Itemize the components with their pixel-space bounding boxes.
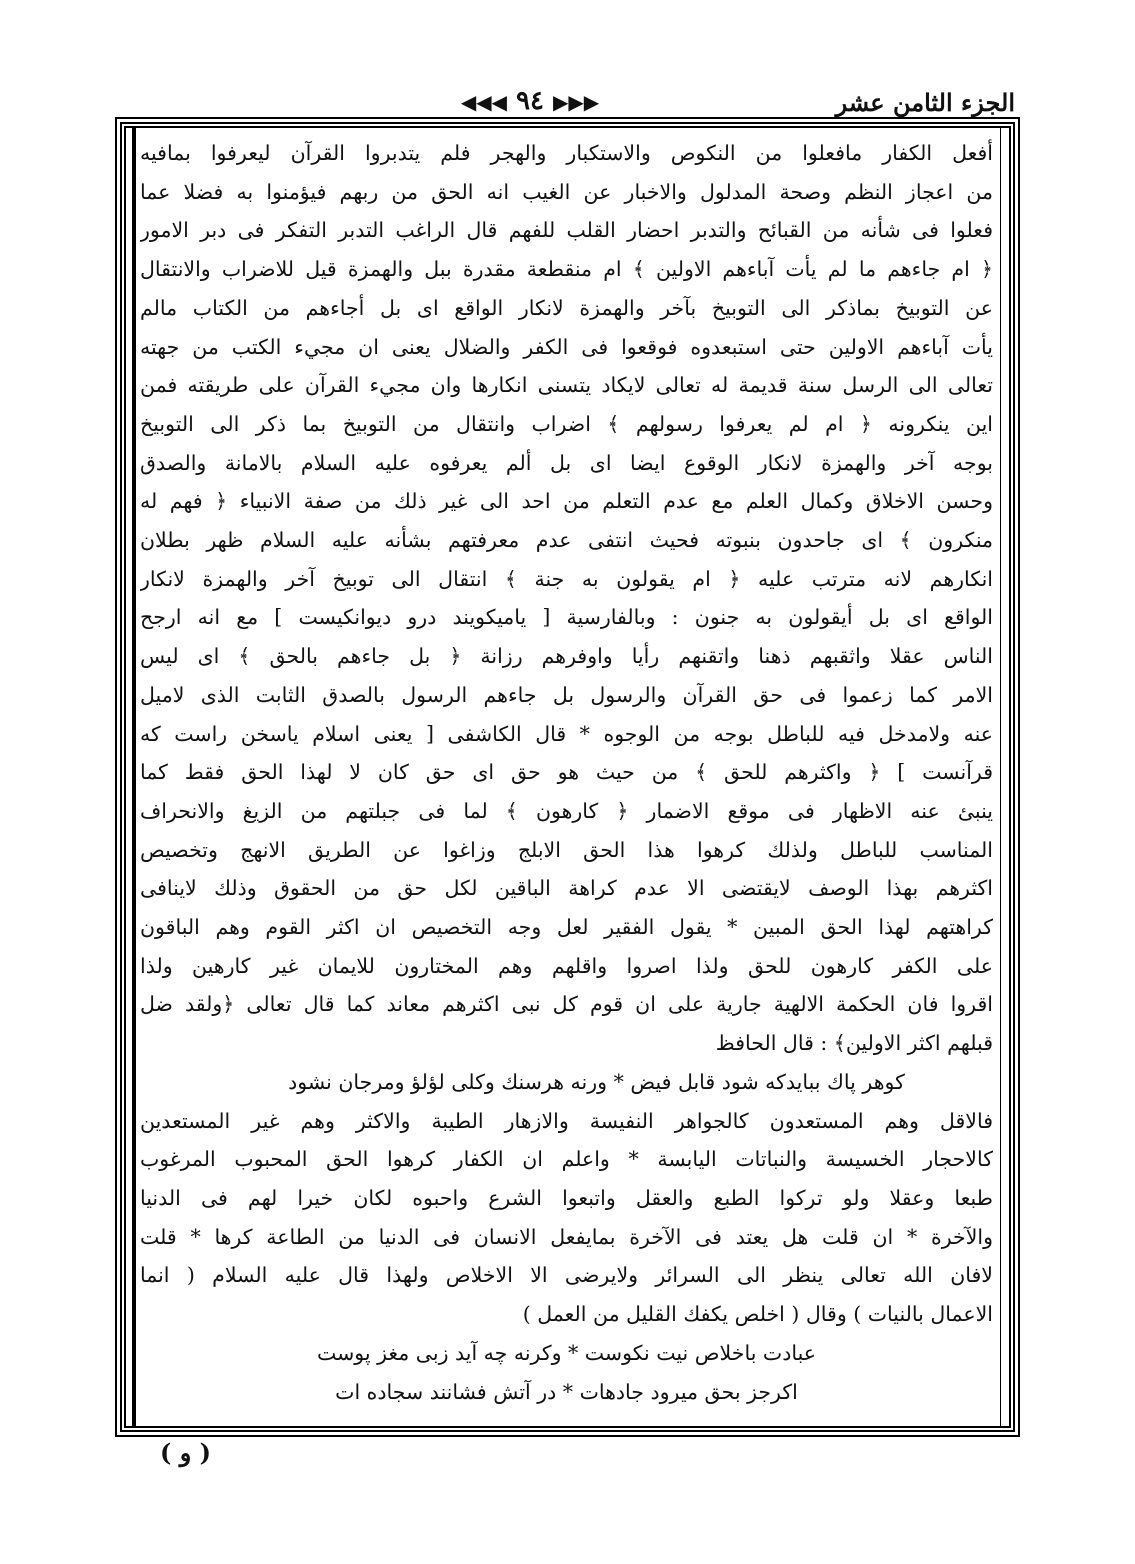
text-line: يأت آباءهم الاولين حتى استبعدوه فوقعوا فى الكفر والضلال يعنى ان مجيء الكتب من جهته [140,334,993,359]
text-line: المناسب للباطل ولذلك كرهوا هذا الحق الابلج وزاغوا عن الطريق الانهج وتخصيص [140,837,993,862]
signature-mark: ( و ) [160,1438,212,1467]
ornament-left: ◀◀◀ [460,90,507,114]
text-line: منكرون ﴾ اى جاحدون بنبوته فحيث انتفى عدم معرفتهم بشأنه عليه السلام ظهر بطلان [140,528,993,553]
text-line: على الكفر كارهون للحق ولذا اصروا واقلهم وهم المختارون للايمان غير كارهين ولذا [140,953,993,978]
text-line: اين ينكرونه ﴿ ام لم يعرفوا رسولهم ﴾ اضراب وانتقال من التوبيخ بما ذكر الى التوبيخ [140,411,993,436]
text-line: الواقع اى بل أيقولون به جنون : وبالفارسية [ ياميكويند درو ديوانكيست ] مع انه ارجح [140,605,993,630]
frame-rule-left [132,128,136,1426]
text-line: والآخرة * ان قلت هل يعتد فى الآخرة بمايفعل الانسان فى الدنيا من الطاعة كرها * قلت [140,1224,993,1249]
text-line: من اعجاز النظم وصحة المدلول والاخبار عن الغيب انه الحق من ربهم فيؤمنوا به فضلا عما [140,179,993,204]
text-line: اكثرهم بهذا الوصف لايقتضى الا عدم كراهة الباقين لكل حق من الحقوق وذلك لاينافى [140,876,993,901]
page-number-block [420,86,640,116]
verse-line: اكرجز بحق ميرود جادهات * در آتش فشانند سجاده ات [335,1379,798,1404]
text-line: قبلهم اكثر الاولين﴾ : قال الحافظ [715,1031,993,1056]
text-line: اقروا فان الحكمة الالهية جارية على ان قوم كل نبى اكثرهم معاند كما قال تعالى ﴿ولقد ضل [140,992,993,1017]
text-line: قرآنست ] ﴿ واكثرهم للحق ﴾ من حيث هو حق اى حق كان لا لهذا الحق فقط كما [140,760,993,785]
text-line: كراهتهم لهذا الحق المبين * يقول الفقير لعل وجه التخصيص ان اكثر القوم وهم الباقون [140,915,993,940]
ornament-right: ▶▶▶ [553,90,600,114]
page-number: ٩٤ [516,86,544,116]
text-line: ينبئ عنه الاظهار فى موقع الاضمار ﴿ كارهون ﴾ لما فى جبلتهم من الزيغ والانحراف [140,798,993,823]
text-line: أفعل الكفار مافعلوا من النكوص والاستكبار والهجر فلم يتدبروا القرآن ليعرفوا بمافيه [140,141,993,165]
text-line: الامر كما زعموا فى حق القرآن والرسول بل جاءهم الرسول بالصدق الثابت الذى لاميل [140,682,993,707]
text-line: كالاحجار الخسيسة والنباتات اليابسة * واعلم ان الكفار كرهوا الحق المحبوب المرغوب [140,1147,993,1172]
text-line: الاعمال بالنيات ) وقال ( اخلص يكفك القليل من العمل ) [522,1302,993,1327]
part-title: الجزء الثامن عشر [835,88,1015,117]
text-line: انكارهم لانه مترتب عليه ﴿ ام يقولون به جنة ﴾ انتقال الى توبيخ آخر والهمزة لانكار [140,566,993,591]
text-line: عن التوبيخ بماذكر الى التوبيخ بآخر والهمزة لانكار الواقع اى بل أجاءهم من الكتاب مالم [140,295,993,320]
text-line: تعالى الى الرسل سنة قديمة له تعالى لايكاد يتسنى انكارها وان مجيء القرآن على طريقته فمن [140,373,993,398]
text-line: عنه ولامدخل فيه للباطل بوجه من الوجوه * قال الكاشفى [ يعنى اسلام ياسخن راست كه [140,721,993,746]
text-line: لافان الله تعالى ينظر الى السرائر ولايرضى الا الاخلاص ولهذا قال عليه السلام ( انما [140,1263,993,1288]
verse-line: كوهر پاك ببايدكه شود قابل فيض * ورنه هرسنك وكلى لؤلؤ ومرجان نشود [288,1069,905,1094]
text-line: ﴿ ام جاءهم ما لم يأت آباءهم الاولين ﴾ ام منقطعة مقدرة ببل والهمزة قيل للاضراب والانتقال [140,257,993,282]
verse-line: عبادت باخلاص نيت نكوست * وكرنه چه آيد زبى مغز پوست [316,1340,817,1365]
frame-rule-right [1000,128,1001,1426]
text-line: فالاقل وهم المستعدون كالجواهر النفيسة والازهار الطيبة والاكثر وهم غير المستعدين [140,1108,993,1133]
page-frame [120,122,1015,1432]
text-line: فعلوا فى شأنه من القبائح والتدبر احضار القلب للفهم قال الراغب التدبر التفكر فى دبر الامور [140,218,993,243]
text-line: بوجه آخر والهمزة لانكار الوقوع ايضا اى بل ألم يعرفوه عليه السلام بالامانة والصدق [140,450,993,475]
body-text [140,134,993,1416]
text-line: طبعا وعقلا ولو تركوا الطبع والعقل واتبعوا الشرع واحبوه لكان خيرا لهم فى الدنيا [140,1185,993,1210]
text-line: وحسن الاخلاق وكمال العلم مع عدم التعلم من احد الى غير ذلك من صفة الانبياء ﴿ فهم له [140,489,993,514]
page-header [120,82,1015,122]
text-line: الناس عقلا واثقبهم ذهنا واتقنهم رأيا واوفرهم رزانة ﴿ بل جاءهم بالحق ﴾ اى ليس [140,644,993,669]
